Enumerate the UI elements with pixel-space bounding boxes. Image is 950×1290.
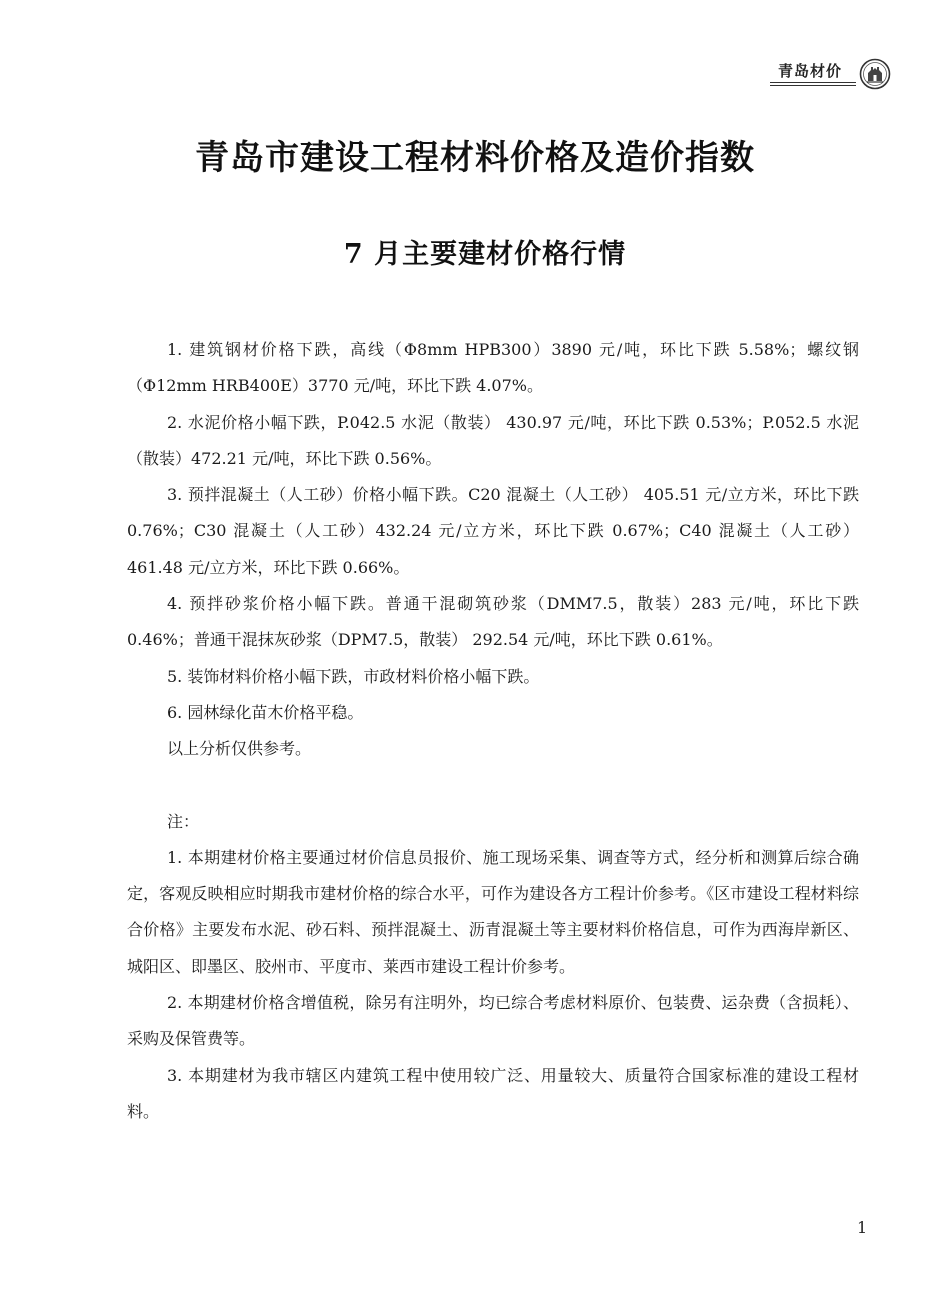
price-item: 4. 预拌砂浆价格小幅下跌。普通干混砌筑砂浆（DMM7.5，散装）283 元/吨，环比下跌 0.46%；普通干混抹灰砂浆（DPM7.5，散装） 292.54 元/吨，环比下跌 0.61%。 [127, 594, 859, 650]
note-item: 1. 本期建材价格主要通过材价信息员报价、施工现场采集、调查等方式，经分析和测算后综合确定，客观反映相应时期我市建材价格的综合水平，可作为建设各方工程计价参考。《区市建设工程材料综合价格》主要发布水泥、砂石料、预拌混凝土、沥青混凝土等主要材料价格信息，可作为西海岸新区、城阳区、即墨区、胶州市、平度市、莱西市建设工程计价参考。 [127, 847, 859, 976]
notes-heading: 注： [167, 811, 200, 831]
price-item: 2. 水泥价格小幅下跌，P.042.5 水泥（散装） 430.97 元/吨，环比下跌 0.53%；P.052.5 水泥（散装）472.21 元/吨，环比下跌 0.56%。 [127, 412, 859, 468]
price-item: 1. 建筑钢材价格下跌，高线（Φ8mm HPB300）3890 元/吨，环比下跌 5.58%；螺纹钢（Φ12mm HRB400E）3770 元/吨，环比下跌 4.07%。 [127, 340, 859, 396]
report-body [127, 332, 859, 1130]
brand-text: 青岛材价 [778, 62, 843, 80]
page-number: 1 [857, 1218, 868, 1237]
brand-divider [770, 82, 856, 86]
price-item: 5. 装饰材料价格小幅下跌，市政材料价格小幅下跌。 [167, 666, 540, 686]
page-title: 青岛市建设工程材料价格及造价指数 [195, 138, 755, 178]
section-spacer [127, 768, 859, 804]
city-emblem-icon [859, 58, 891, 90]
section-subtitle: 7 月主要建材价格行情 [343, 239, 627, 270]
note-item: 2. 本期建材价格含增值税，除另有注明外，均已综合考虑材料原价、包装费、运杂费（含损耗）、采购及保管费等。 [127, 993, 859, 1049]
disclaimer: 以上分析仅供参考。 [167, 739, 312, 759]
price-item: 6. 园林绿化苗木价格平稳。 [167, 702, 364, 722]
header-brand [770, 58, 894, 92]
price-item: 3. 预拌混凝土（人工砂）价格小幅下跌。C20 混凝土（人工砂） 405.51 元/立方米，环比下跌 0.76%；C30 混凝土（人工砂）432.24 元/立方米，环比下跌 0.67%；C40 混凝土（人工砂） 461.48 元/立方米，环比下跌 0.66%。 [127, 485, 859, 577]
note-item: 3. 本期建材为我市辖区内建筑工程中使用较广泛、用量较大、质量符合国家标准的建设工程材料。 [127, 1065, 859, 1121]
